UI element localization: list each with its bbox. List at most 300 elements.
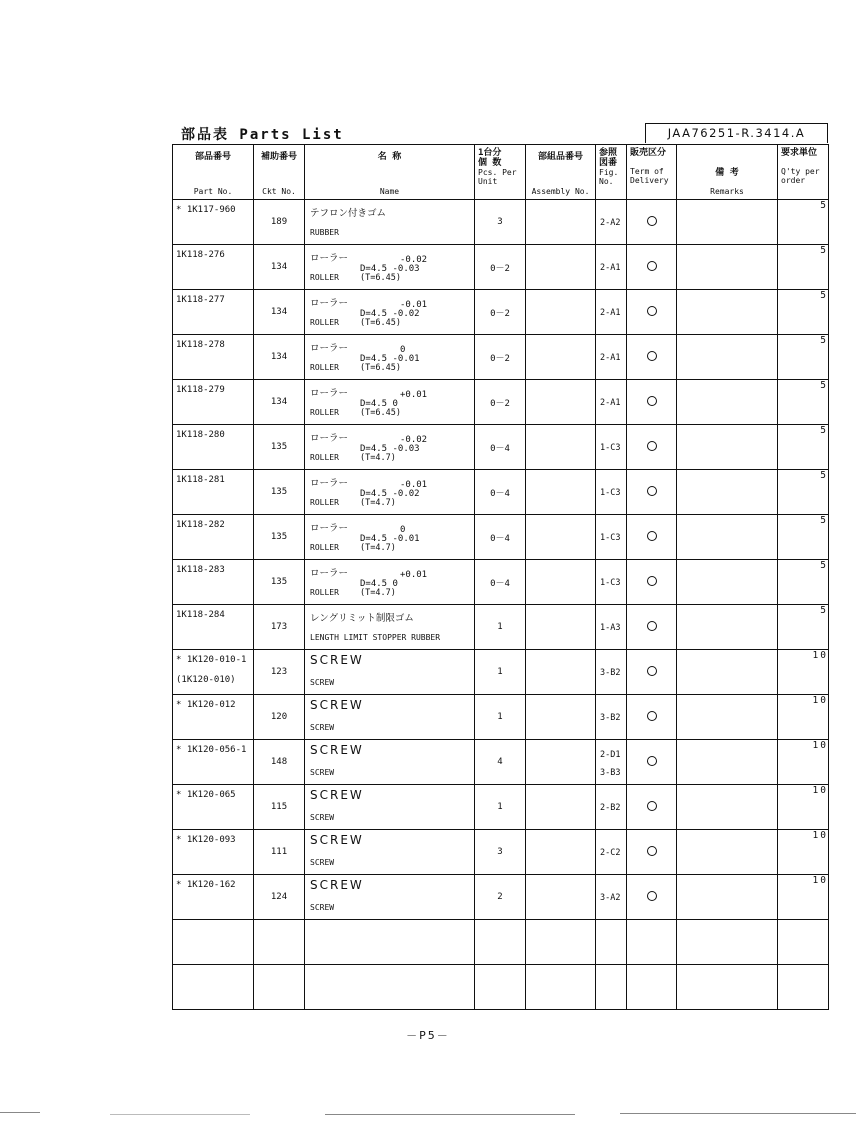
scan-artifact-line	[0, 1112, 40, 1113]
fig-number-cell	[596, 380, 627, 425]
empty-cell	[778, 965, 829, 1010]
part-number-cell	[173, 785, 254, 830]
part-number-cell	[173, 605, 254, 650]
empty-cell	[475, 920, 526, 965]
tolerance-diameter: D=4.5 -0.01	[360, 534, 420, 544]
fig-number-cell	[596, 425, 627, 470]
assembly-number	[526, 875, 596, 920]
tolerance-thickness: (T=6.45)	[360, 363, 401, 373]
pcs-per-unit: 0－4	[475, 515, 526, 560]
circle-mark-icon	[647, 261, 657, 271]
header-pcs-per-unit: 1台分 個 数 Pcs. Per Unit	[475, 145, 526, 200]
assembly-number	[526, 335, 596, 380]
part-number-cell	[173, 425, 254, 470]
assembly-number	[526, 830, 596, 875]
tolerance-thickness: (T=6.45)	[360, 408, 401, 418]
delivery-cell	[627, 425, 677, 470]
part-number-cell	[173, 560, 254, 605]
empty-cell	[596, 920, 627, 965]
part-number-cell	[173, 875, 254, 920]
tolerance-diameter: D=4.5 -0.01	[360, 354, 420, 364]
empty-table-row	[173, 965, 829, 1010]
qty-per-order: 5	[778, 470, 829, 515]
part-name-en: SCREW	[310, 858, 335, 867]
pcs-per-unit: 1	[475, 605, 526, 650]
part-name-cell	[305, 875, 475, 920]
delivery-cell	[627, 200, 677, 245]
fig-number-cell	[596, 200, 627, 245]
tolerance-thickness: (T=4.7)	[360, 543, 396, 553]
remarks	[677, 425, 778, 470]
part-name-cell	[305, 695, 475, 740]
remarks	[677, 245, 778, 290]
delivery-cell	[627, 875, 677, 920]
part-name-cell	[305, 290, 475, 335]
tolerance-upper: +0.01	[400, 570, 428, 580]
part-number: 1K118-279	[176, 385, 225, 395]
fig-number: 3-B2	[600, 668, 621, 678]
circle-mark-icon	[647, 351, 657, 361]
fig-number: 1-C3	[600, 533, 621, 543]
part-name-cell	[305, 650, 475, 695]
empty-cell	[627, 965, 677, 1010]
assembly-number	[526, 290, 596, 335]
part-name-ja: SCREW	[310, 833, 364, 847]
part-number: * 1K120-012	[176, 700, 236, 710]
pcs-per-unit: 1	[475, 650, 526, 695]
part-name-cell	[305, 740, 475, 785]
part-name-en: ROLLER	[310, 498, 339, 507]
part-name-ja: ローラー	[310, 433, 349, 444]
tolerance-diameter: D=4.5 -0.02	[360, 489, 420, 499]
pcs-per-unit: 3	[475, 830, 526, 875]
fig-number: 1-C3	[600, 443, 621, 453]
remarks	[677, 785, 778, 830]
table-row	[173, 200, 829, 245]
tolerance-diameter: D=4.5 0	[360, 399, 398, 409]
part-name-en: ROLLER	[310, 543, 339, 552]
part-number: 1K118-282	[176, 520, 225, 530]
table-row	[173, 470, 829, 515]
tolerance-upper: 0	[400, 345, 406, 355]
parts-table	[172, 144, 829, 1010]
ckt-number: 120	[254, 695, 305, 740]
part-name-ja: ローラー	[310, 253, 349, 264]
circle-mark-icon	[647, 306, 657, 316]
part-number: 1K118-276	[176, 250, 225, 260]
fig-number-cell	[596, 650, 627, 695]
delivery-cell	[627, 785, 677, 830]
empty-cell	[526, 920, 596, 965]
pcs-per-unit: 1	[475, 695, 526, 740]
fig-number-cell	[596, 830, 627, 875]
table-row	[173, 335, 829, 380]
tolerance-thickness: (T=6.45)	[360, 273, 401, 283]
fig-number-cell	[596, 875, 627, 920]
header-qty-per-order: 要求単位 Q'ty per order	[778, 145, 829, 200]
circle-mark-icon	[647, 711, 657, 721]
table-row	[173, 245, 829, 290]
qty-per-order: 5	[778, 515, 829, 560]
remarks	[677, 380, 778, 425]
ckt-number: 134	[254, 245, 305, 290]
tolerance-diameter: D=4.5 -0.03	[360, 264, 420, 274]
empty-cell	[305, 920, 475, 965]
part-name-ja: SCREW	[310, 653, 364, 667]
qty-per-order: 5	[778, 380, 829, 425]
table-row	[173, 515, 829, 560]
table-row	[173, 875, 829, 920]
qty-per-order: 10	[778, 650, 829, 695]
fig-number: 3-B3	[600, 768, 621, 778]
part-name-en: SCREW	[310, 813, 335, 822]
part-name-ja: レングリミット制限ゴム	[310, 613, 414, 624]
qty-per-order: 5	[778, 425, 829, 470]
circle-mark-icon	[647, 756, 657, 766]
header-name: 名 称 Name	[305, 145, 475, 200]
part-number: 1K118-277	[176, 295, 225, 305]
remarks	[677, 830, 778, 875]
fig-number: 3-A2	[600, 893, 621, 903]
part-name-en: ROLLER	[310, 588, 339, 597]
fig-number: 2-A1	[600, 308, 621, 318]
empty-cell	[254, 965, 305, 1010]
circle-mark-icon	[647, 441, 657, 451]
assembly-number	[526, 470, 596, 515]
pcs-per-unit: 0－4	[475, 470, 526, 515]
part-name-en: RUBBER	[310, 228, 339, 237]
header-part-no: 部品番号 Part No.	[173, 145, 254, 200]
empty-cell	[475, 965, 526, 1010]
delivery-cell	[627, 695, 677, 740]
page-title: 部品表 Parts List	[181, 127, 344, 143]
empty-cell	[254, 920, 305, 965]
table-row	[173, 785, 829, 830]
circle-mark-icon	[647, 891, 657, 901]
part-name-ja: ローラー	[310, 478, 349, 489]
scan-artifact-line	[110, 1114, 250, 1115]
tolerance-upper: -0.02	[400, 435, 428, 445]
tolerance-upper: -0.02	[400, 255, 428, 265]
qty-per-order: 5	[778, 245, 829, 290]
tolerance-diameter: D=4.5 -0.03	[360, 444, 420, 454]
remarks	[677, 695, 778, 740]
part-name-en: ROLLER	[310, 273, 339, 282]
part-name-cell	[305, 380, 475, 425]
remarks	[677, 335, 778, 380]
part-name-cell	[305, 830, 475, 875]
fig-number: 2-A1	[600, 398, 621, 408]
empty-cell	[677, 965, 778, 1010]
ckt-number: 134	[254, 380, 305, 425]
scan-artifact-line	[325, 1114, 575, 1115]
ckt-number: 135	[254, 470, 305, 515]
ckt-number: 135	[254, 425, 305, 470]
table-row	[173, 650, 829, 695]
delivery-cell	[627, 470, 677, 515]
pcs-per-unit: 2	[475, 875, 526, 920]
fig-number: 2-D1	[600, 750, 621, 760]
tolerance-thickness: (T=4.7)	[360, 498, 396, 508]
remarks	[677, 605, 778, 650]
empty-table-row	[173, 920, 829, 965]
part-name-en: ROLLER	[310, 318, 339, 327]
part-name-ja: SCREW	[310, 878, 364, 892]
fig-number: 2-A2	[600, 218, 621, 228]
empty-cell	[596, 965, 627, 1010]
remarks	[677, 470, 778, 515]
ckt-number: 134	[254, 290, 305, 335]
delivery-cell	[627, 605, 677, 650]
part-number: * 1K120-065	[176, 790, 236, 800]
part-number-cell	[173, 380, 254, 425]
delivery-cell	[627, 245, 677, 290]
part-name-en: SCREW	[310, 723, 335, 732]
assembly-number	[526, 200, 596, 245]
part-name-ja: SCREW	[310, 788, 364, 802]
empty-cell	[173, 920, 254, 965]
part-number-cell	[173, 515, 254, 560]
part-number: * 1K120-010-1	[176, 655, 247, 665]
scan-artifact-line	[620, 1113, 856, 1114]
part-number: * 1K117-960	[176, 205, 236, 215]
remarks	[677, 875, 778, 920]
table-row	[173, 605, 829, 650]
part-name-cell	[305, 605, 475, 650]
part-name-en: SCREW	[310, 768, 335, 777]
page-number: －P5－	[406, 1029, 450, 1042]
ckt-number: 123	[254, 650, 305, 695]
part-number-cell	[173, 290, 254, 335]
delivery-cell	[627, 335, 677, 380]
fig-number-cell	[596, 335, 627, 380]
fig-number-cell	[596, 245, 627, 290]
fig-number: 2-B2	[600, 803, 621, 813]
part-number-cell	[173, 245, 254, 290]
ckt-number: 135	[254, 560, 305, 605]
part-number: * 1K120-056-1	[176, 745, 247, 755]
part-name-en: SCREW	[310, 678, 335, 687]
empty-cell	[305, 965, 475, 1010]
fig-number-cell	[596, 290, 627, 335]
part-number: 1K118-280	[176, 430, 225, 440]
part-name-en: ROLLER	[310, 363, 339, 372]
qty-per-order: 10	[778, 830, 829, 875]
document-number: JAA76251-R.3414.A	[645, 123, 828, 143]
qty-per-order: 10	[778, 740, 829, 785]
qty-per-order: 5	[778, 200, 829, 245]
part-name-cell	[305, 335, 475, 380]
tolerance-thickness: (T=4.7)	[360, 588, 396, 598]
assembly-number	[526, 740, 596, 785]
circle-mark-icon	[647, 216, 657, 226]
fig-number: 2-A1	[600, 263, 621, 273]
assembly-number	[526, 605, 596, 650]
fig-number-cell	[596, 515, 627, 560]
circle-mark-icon	[647, 621, 657, 631]
table-row	[173, 380, 829, 425]
assembly-number	[526, 560, 596, 605]
part-number-cell	[173, 695, 254, 740]
remarks	[677, 740, 778, 785]
circle-mark-icon	[647, 666, 657, 676]
part-number-cell	[173, 650, 254, 695]
assembly-number	[526, 785, 596, 830]
tolerance-upper: 0	[400, 525, 406, 535]
fig-number-cell	[596, 785, 627, 830]
part-number-cell	[173, 830, 254, 875]
fig-number: 1-A3	[600, 623, 621, 633]
part-name-ja: ローラー	[310, 298, 349, 309]
fig-number-cell	[596, 605, 627, 650]
part-name-cell	[305, 245, 475, 290]
remarks	[677, 650, 778, 695]
assembly-number	[526, 515, 596, 560]
delivery-cell	[627, 740, 677, 785]
assembly-number	[526, 380, 596, 425]
part-name-cell	[305, 785, 475, 830]
pcs-per-unit: 0－2	[475, 335, 526, 380]
delivery-cell	[627, 830, 677, 875]
header-ckt-no: 補助番号 Ckt No.	[254, 145, 305, 200]
fig-number: 3-B2	[600, 713, 621, 723]
part-name-ja: ローラー	[310, 343, 349, 354]
header-term-of-delivery: 販売区分 Term of Delivery	[627, 145, 677, 200]
part-name-en: ROLLER	[310, 408, 339, 417]
qty-per-order: 5	[778, 605, 829, 650]
pcs-per-unit: 0－4	[475, 560, 526, 605]
part-number-cell	[173, 200, 254, 245]
empty-cell	[526, 965, 596, 1010]
part-name-cell	[305, 470, 475, 515]
pcs-per-unit: 0－2	[475, 380, 526, 425]
part-name-ja: テフロン付きゴム	[310, 208, 387, 219]
table-row	[173, 830, 829, 875]
circle-mark-icon	[647, 801, 657, 811]
tolerance-upper: -0.01	[400, 300, 428, 310]
part-name-cell	[305, 560, 475, 605]
part-name-en: SCREW	[310, 903, 335, 912]
remarks	[677, 560, 778, 605]
part-name-en: LENGTH LIMIT STOPPER RUBBER	[310, 633, 441, 642]
part-name-cell	[305, 425, 475, 470]
tolerance-upper: +0.01	[400, 390, 428, 400]
part-name-ja: ローラー	[310, 568, 349, 579]
header-assembly-no: 部組品番号 Assembly No.	[526, 145, 596, 200]
pcs-per-unit: 3	[475, 200, 526, 245]
assembly-number	[526, 245, 596, 290]
part-name-ja: SCREW	[310, 698, 364, 712]
qty-per-order: 10	[778, 785, 829, 830]
part-number: * 1K120-162	[176, 880, 236, 890]
part-name-cell	[305, 200, 475, 245]
assembly-number	[526, 695, 596, 740]
table-row	[173, 425, 829, 470]
part-number: * 1K120-093	[176, 835, 236, 845]
part-number-alt: (1K120-010)	[176, 675, 236, 685]
ckt-number: 173	[254, 605, 305, 650]
part-name-en: ROLLER	[310, 453, 339, 462]
delivery-cell	[627, 515, 677, 560]
ckt-number: 189	[254, 200, 305, 245]
fig-number: 2-A1	[600, 353, 621, 363]
ckt-number: 134	[254, 335, 305, 380]
part-number-cell	[173, 335, 254, 380]
circle-mark-icon	[647, 531, 657, 541]
ckt-number: 124	[254, 875, 305, 920]
circle-mark-icon	[647, 396, 657, 406]
remarks	[677, 290, 778, 335]
qty-per-order: 10	[778, 695, 829, 740]
part-name-ja: SCREW	[310, 743, 364, 757]
part-number: 1K118-284	[176, 610, 225, 620]
table-header-row	[173, 145, 829, 200]
fig-number: 1-C3	[600, 578, 621, 588]
qty-per-order: 5	[778, 560, 829, 605]
table-row	[173, 560, 829, 605]
fig-number-cell	[596, 560, 627, 605]
ckt-number: 135	[254, 515, 305, 560]
assembly-number	[526, 650, 596, 695]
delivery-cell	[627, 380, 677, 425]
part-number: 1K118-283	[176, 565, 225, 575]
part-name-ja: ローラー	[310, 523, 349, 534]
empty-cell	[677, 920, 778, 965]
ckt-number: 115	[254, 785, 305, 830]
fig-number-cell	[596, 470, 627, 515]
ckt-number: 148	[254, 740, 305, 785]
qty-per-order: 5	[778, 290, 829, 335]
fig-number-cell	[596, 740, 627, 785]
assembly-number	[526, 425, 596, 470]
pcs-per-unit: 0－2	[475, 245, 526, 290]
remarks	[677, 515, 778, 560]
pcs-per-unit: 0－4	[475, 425, 526, 470]
delivery-cell	[627, 650, 677, 695]
tolerance-diameter: D=4.5 -0.02	[360, 309, 420, 319]
qty-per-order: 5	[778, 335, 829, 380]
table-row	[173, 290, 829, 335]
tolerance-thickness: (T=4.7)	[360, 453, 396, 463]
tolerance-upper: -0.01	[400, 480, 428, 490]
qty-per-order: 10	[778, 875, 829, 920]
table-row	[173, 695, 829, 740]
part-number: 1K118-278	[176, 340, 225, 350]
empty-cell	[778, 920, 829, 965]
header-fig-no: 参照 図番 Fig. No.	[596, 145, 627, 200]
fig-number-cell	[596, 695, 627, 740]
circle-mark-icon	[647, 846, 657, 856]
delivery-cell	[627, 290, 677, 335]
tolerance-diameter: D=4.5 0	[360, 579, 398, 589]
empty-cell	[627, 920, 677, 965]
circle-mark-icon	[647, 576, 657, 586]
header-remarks: 備 考 Remarks	[677, 145, 778, 200]
empty-cell	[173, 965, 254, 1010]
part-number-cell	[173, 740, 254, 785]
tolerance-thickness: (T=6.45)	[360, 318, 401, 328]
part-number: 1K118-281	[176, 475, 225, 485]
fig-number: 1-C3	[600, 488, 621, 498]
remarks	[677, 200, 778, 245]
pcs-per-unit: 1	[475, 785, 526, 830]
pcs-per-unit: 0－2	[475, 290, 526, 335]
pcs-per-unit: 4	[475, 740, 526, 785]
table-row	[173, 740, 829, 785]
part-name-ja: ローラー	[310, 388, 349, 399]
delivery-cell	[627, 560, 677, 605]
part-number-cell	[173, 470, 254, 515]
